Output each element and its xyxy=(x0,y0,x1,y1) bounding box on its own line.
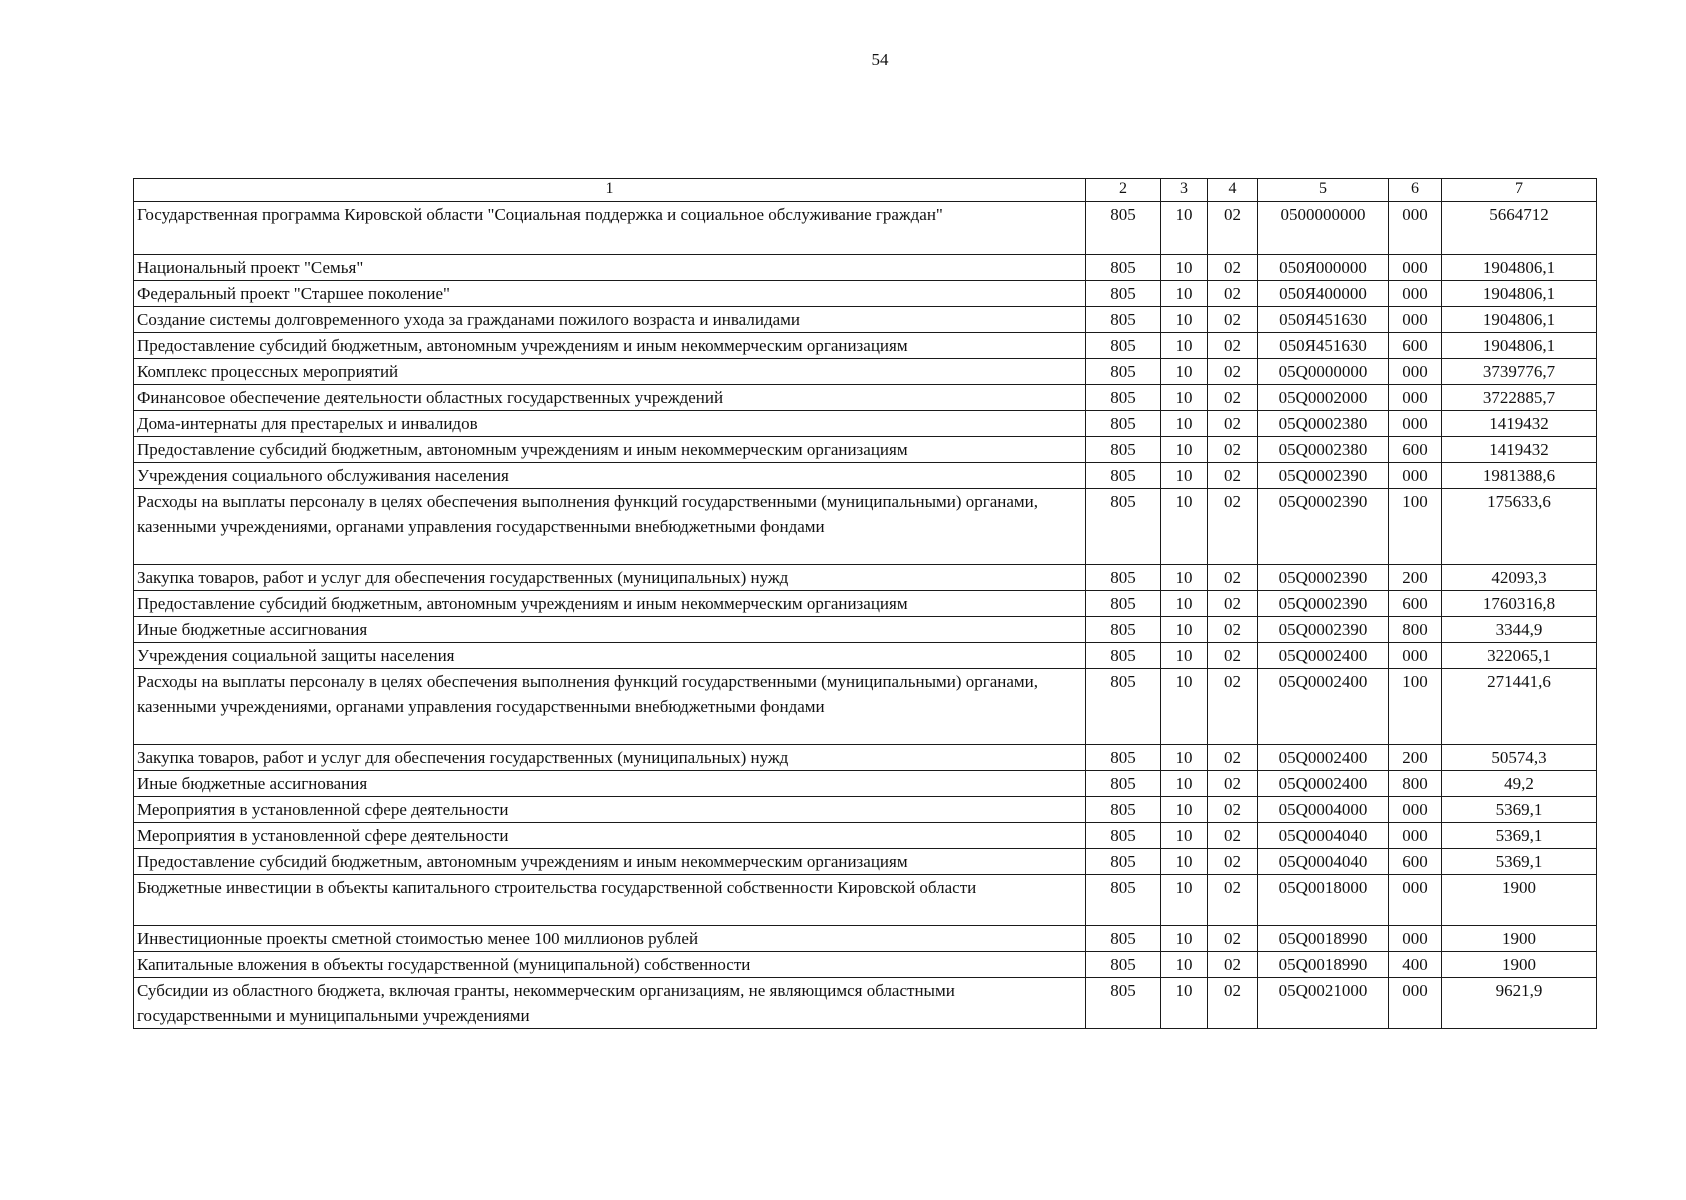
row-code-cell: 805 xyxy=(1086,978,1161,1029)
row-subsection-cell: 02 xyxy=(1208,565,1258,591)
row-expense-type-cell: 200 xyxy=(1389,565,1442,591)
row-subsection-cell: 02 xyxy=(1208,281,1258,307)
row-name-cell: Инвестиционные проекты сметной стоимостью менее 100 миллионов рублей xyxy=(134,926,1086,952)
row-section-cell: 10 xyxy=(1161,952,1208,978)
row-expense-type-cell: 600 xyxy=(1389,437,1442,463)
row-expense-type-cell: 600 xyxy=(1389,591,1442,617)
row-amount-cell: 1419432 xyxy=(1442,437,1597,463)
row-subsection-cell: 02 xyxy=(1208,489,1258,565)
row-subsection-cell: 02 xyxy=(1208,411,1258,437)
table-body xyxy=(134,202,1597,1029)
row-code-cell: 805 xyxy=(1086,307,1161,333)
row-target-article-cell: 05Q0000000 xyxy=(1258,359,1389,385)
table-row xyxy=(134,565,1597,591)
row-section-cell: 10 xyxy=(1161,875,1208,926)
row-expense-type-cell: 600 xyxy=(1389,849,1442,875)
column-header-4: 4 xyxy=(1208,179,1258,202)
row-target-article-cell: 050Я451630 xyxy=(1258,307,1389,333)
row-target-article-cell: 05Q0002000 xyxy=(1258,385,1389,411)
row-expense-type-cell: 200 xyxy=(1389,745,1442,771)
row-code-cell: 805 xyxy=(1086,926,1161,952)
row-code-cell: 805 xyxy=(1086,333,1161,359)
row-amount-cell: 1900 xyxy=(1442,875,1597,926)
row-target-article-cell: 05Q0018990 xyxy=(1258,952,1389,978)
row-name-cell: Иные бюджетные ассигнования xyxy=(134,771,1086,797)
row-expense-type-cell: 100 xyxy=(1389,669,1442,745)
row-section-cell: 10 xyxy=(1161,978,1208,1029)
table-row xyxy=(134,849,1597,875)
table-row xyxy=(134,591,1597,617)
row-amount-cell: 5369,1 xyxy=(1442,797,1597,823)
row-target-article-cell: 05Q0004000 xyxy=(1258,797,1389,823)
row-code-cell: 805 xyxy=(1086,411,1161,437)
row-target-article-cell: 05Q0002390 xyxy=(1258,489,1389,565)
row-subsection-cell: 02 xyxy=(1208,823,1258,849)
row-amount-cell: 1419432 xyxy=(1442,411,1597,437)
row-amount-cell: 1904806,1 xyxy=(1442,281,1597,307)
row-subsection-cell: 02 xyxy=(1208,617,1258,643)
row-amount-cell: 9621,9 xyxy=(1442,978,1597,1029)
row-name-cell: Создание системы долговременного ухода за гражданами пожилого возраста и инвалидами xyxy=(134,307,1086,333)
row-code-cell: 805 xyxy=(1086,202,1161,255)
row-subsection-cell: 02 xyxy=(1208,978,1258,1029)
row-target-article-cell: 05Q0002390 xyxy=(1258,565,1389,591)
column-header-1: 1 xyxy=(134,179,1086,202)
row-target-article-cell: 05Q0004040 xyxy=(1258,823,1389,849)
row-name-cell: Бюджетные инвестиции в объекты капитального строительства государственной собственности Кировской области xyxy=(134,875,1086,926)
row-code-cell: 805 xyxy=(1086,797,1161,823)
row-expense-type-cell: 800 xyxy=(1389,771,1442,797)
row-subsection-cell: 02 xyxy=(1208,591,1258,617)
row-section-cell: 10 xyxy=(1161,797,1208,823)
table-row xyxy=(134,617,1597,643)
row-target-article-cell: 050Я000000 xyxy=(1258,255,1389,281)
row-subsection-cell: 02 xyxy=(1208,307,1258,333)
row-subsection-cell: 02 xyxy=(1208,797,1258,823)
row-expense-type-cell: 000 xyxy=(1389,978,1442,1029)
table-row xyxy=(134,281,1597,307)
row-amount-cell: 175633,6 xyxy=(1442,489,1597,565)
row-subsection-cell: 02 xyxy=(1208,771,1258,797)
table-row xyxy=(134,745,1597,771)
row-name-cell: Государственная программа Кировской области "Социальная поддержка и социальное обслуживание граждан" xyxy=(134,202,1086,255)
row-amount-cell: 1900 xyxy=(1442,926,1597,952)
row-amount-cell: 1760316,8 xyxy=(1442,591,1597,617)
row-section-cell: 10 xyxy=(1161,333,1208,359)
row-subsection-cell: 02 xyxy=(1208,255,1258,281)
row-code-cell: 805 xyxy=(1086,745,1161,771)
row-target-article-cell: 05Q0018990 xyxy=(1258,926,1389,952)
table-row xyxy=(134,307,1597,333)
row-code-cell: 805 xyxy=(1086,669,1161,745)
row-code-cell: 805 xyxy=(1086,359,1161,385)
row-expense-type-cell: 000 xyxy=(1389,307,1442,333)
row-amount-cell: 3739776,7 xyxy=(1442,359,1597,385)
table-row xyxy=(134,797,1597,823)
row-expense-type-cell: 000 xyxy=(1389,875,1442,926)
row-section-cell: 10 xyxy=(1161,823,1208,849)
row-code-cell: 805 xyxy=(1086,617,1161,643)
row-name-cell: Расходы на выплаты персоналу в целях обеспечения выполнения функций государственными (муниципальными) органами, казенными учреждениями, органами управления государственными внебюджетными фондами xyxy=(134,489,1086,565)
row-subsection-cell: 02 xyxy=(1208,745,1258,771)
table-header-row xyxy=(134,179,1597,202)
row-code-cell: 805 xyxy=(1086,489,1161,565)
row-expense-type-cell: 000 xyxy=(1389,823,1442,849)
row-target-article-cell: 05Q0002390 xyxy=(1258,591,1389,617)
row-amount-cell: 271441,6 xyxy=(1442,669,1597,745)
row-code-cell: 805 xyxy=(1086,591,1161,617)
row-section-cell: 10 xyxy=(1161,849,1208,875)
row-name-cell: Мероприятия в установленной сфере деятельности xyxy=(134,823,1086,849)
row-name-cell: Капитальные вложения в объекты государственной (муниципальной) собственности xyxy=(134,952,1086,978)
row-target-article-cell: 05Q0002400 xyxy=(1258,771,1389,797)
row-section-cell: 10 xyxy=(1161,202,1208,255)
table-row xyxy=(134,333,1597,359)
table-row xyxy=(134,823,1597,849)
row-name-cell: Расходы на выплаты персоналу в целях обеспечения выполнения функций государственными (муниципальными) органами, казенными учреждениями, органами управления государственными внебюджетными фондами xyxy=(134,669,1086,745)
row-subsection-cell: 02 xyxy=(1208,333,1258,359)
row-name-cell: Комплекс процессных мероприятий xyxy=(134,359,1086,385)
row-subsection-cell: 02 xyxy=(1208,437,1258,463)
row-amount-cell: 49,2 xyxy=(1442,771,1597,797)
row-amount-cell: 3722885,7 xyxy=(1442,385,1597,411)
row-name-cell: Предоставление субсидий бюджетным, автономным учреждениям и иным некоммерческим организациям xyxy=(134,333,1086,359)
row-target-article-cell: 05Q0021000 xyxy=(1258,978,1389,1029)
row-expense-type-cell: 600 xyxy=(1389,333,1442,359)
row-name-cell: Закупка товаров, работ и услуг для обеспечения государственных (муниципальных) нужд xyxy=(134,745,1086,771)
row-expense-type-cell: 000 xyxy=(1389,926,1442,952)
row-section-cell: 10 xyxy=(1161,307,1208,333)
row-amount-cell: 5664712 xyxy=(1442,202,1597,255)
table-row xyxy=(134,255,1597,281)
row-section-cell: 10 xyxy=(1161,591,1208,617)
row-code-cell: 805 xyxy=(1086,875,1161,926)
row-target-article-cell: 050Я400000 xyxy=(1258,281,1389,307)
column-header-5: 5 xyxy=(1258,179,1389,202)
row-code-cell: 805 xyxy=(1086,643,1161,669)
row-target-article-cell: 050Я451630 xyxy=(1258,333,1389,359)
row-subsection-cell: 02 xyxy=(1208,875,1258,926)
row-expense-type-cell: 000 xyxy=(1389,643,1442,669)
row-section-cell: 10 xyxy=(1161,643,1208,669)
row-section-cell: 10 xyxy=(1161,926,1208,952)
row-code-cell: 805 xyxy=(1086,823,1161,849)
column-header-3: 3 xyxy=(1161,179,1208,202)
row-subsection-cell: 02 xyxy=(1208,952,1258,978)
row-amount-cell: 1981388,6 xyxy=(1442,463,1597,489)
row-name-cell: Предоставление субсидий бюджетным, автономным учреждениям и иным некоммерческим организациям xyxy=(134,849,1086,875)
budget-table xyxy=(133,178,1597,1029)
row-subsection-cell: 02 xyxy=(1208,463,1258,489)
row-subsection-cell: 02 xyxy=(1208,643,1258,669)
table-row xyxy=(134,643,1597,669)
row-expense-type-cell: 000 xyxy=(1389,463,1442,489)
row-code-cell: 805 xyxy=(1086,565,1161,591)
row-code-cell: 805 xyxy=(1086,437,1161,463)
row-target-article-cell: 0500000000 xyxy=(1258,202,1389,255)
row-section-cell: 10 xyxy=(1161,385,1208,411)
row-name-cell: Национальный проект "Семья" xyxy=(134,255,1086,281)
row-target-article-cell: 05Q0018000 xyxy=(1258,875,1389,926)
row-expense-type-cell: 000 xyxy=(1389,255,1442,281)
row-expense-type-cell: 000 xyxy=(1389,359,1442,385)
row-section-cell: 10 xyxy=(1161,411,1208,437)
row-name-cell: Учреждения социальной защиты населения xyxy=(134,643,1086,669)
row-expense-type-cell: 000 xyxy=(1389,385,1442,411)
row-subsection-cell: 02 xyxy=(1208,202,1258,255)
row-expense-type-cell: 100 xyxy=(1389,489,1442,565)
row-subsection-cell: 02 xyxy=(1208,669,1258,745)
row-name-cell: Иные бюджетные ассигнования xyxy=(134,617,1086,643)
table-row xyxy=(134,926,1597,952)
row-name-cell: Предоставление субсидий бюджетным, автономным учреждениям и иным некоммерческим организациям xyxy=(134,437,1086,463)
row-expense-type-cell: 000 xyxy=(1389,797,1442,823)
row-section-cell: 10 xyxy=(1161,745,1208,771)
table-row xyxy=(134,437,1597,463)
row-amount-cell: 42093,3 xyxy=(1442,565,1597,591)
row-section-cell: 10 xyxy=(1161,463,1208,489)
column-header-6: 6 xyxy=(1389,179,1442,202)
row-target-article-cell: 05Q0002400 xyxy=(1258,643,1389,669)
row-amount-cell: 3344,9 xyxy=(1442,617,1597,643)
row-target-article-cell: 05Q0002380 xyxy=(1258,437,1389,463)
row-amount-cell: 1904806,1 xyxy=(1442,333,1597,359)
row-name-cell: Закупка товаров, работ и услуг для обеспечения государственных (муниципальных) нужд xyxy=(134,565,1086,591)
table-row xyxy=(134,489,1597,565)
row-code-cell: 805 xyxy=(1086,385,1161,411)
row-expense-type-cell: 000 xyxy=(1389,411,1442,437)
row-section-cell: 10 xyxy=(1161,771,1208,797)
page-number: 54 xyxy=(871,50,889,69)
table-row xyxy=(134,669,1597,745)
row-code-cell: 805 xyxy=(1086,255,1161,281)
row-name-cell: Федеральный проект "Старшее поколение" xyxy=(134,281,1086,307)
row-section-cell: 10 xyxy=(1161,489,1208,565)
row-code-cell: 805 xyxy=(1086,463,1161,489)
table-row xyxy=(134,411,1597,437)
row-name-cell: Учреждения социального обслуживания населения xyxy=(134,463,1086,489)
table-row xyxy=(134,202,1597,255)
table-row xyxy=(134,978,1597,1029)
row-section-cell: 10 xyxy=(1161,359,1208,385)
row-amount-cell: 1904806,1 xyxy=(1442,255,1597,281)
table-row xyxy=(134,875,1597,926)
row-section-cell: 10 xyxy=(1161,565,1208,591)
row-code-cell: 805 xyxy=(1086,952,1161,978)
row-amount-cell: 5369,1 xyxy=(1442,849,1597,875)
row-target-article-cell: 05Q0004040 xyxy=(1258,849,1389,875)
row-target-article-cell: 05Q0002400 xyxy=(1258,669,1389,745)
row-name-cell: Дома-интернаты для престарелых и инвалидов xyxy=(134,411,1086,437)
row-section-cell: 10 xyxy=(1161,437,1208,463)
row-section-cell: 10 xyxy=(1161,281,1208,307)
row-amount-cell: 50574,3 xyxy=(1442,745,1597,771)
row-expense-type-cell: 400 xyxy=(1389,952,1442,978)
row-name-cell: Предоставление субсидий бюджетным, автономным учреждениям и иным некоммерческим организациям xyxy=(134,591,1086,617)
row-expense-type-cell: 800 xyxy=(1389,617,1442,643)
row-section-cell: 10 xyxy=(1161,255,1208,281)
row-subsection-cell: 02 xyxy=(1208,385,1258,411)
column-header-2: 2 xyxy=(1086,179,1161,202)
row-target-article-cell: 05Q0002390 xyxy=(1258,617,1389,643)
row-amount-cell: 5369,1 xyxy=(1442,823,1597,849)
table-row xyxy=(134,952,1597,978)
column-header-7: 7 xyxy=(1442,179,1597,202)
row-subsection-cell: 02 xyxy=(1208,359,1258,385)
table-row xyxy=(134,463,1597,489)
row-target-article-cell: 05Q0002380 xyxy=(1258,411,1389,437)
row-target-article-cell: 05Q0002400 xyxy=(1258,745,1389,771)
row-amount-cell: 1904806,1 xyxy=(1442,307,1597,333)
row-expense-type-cell: 000 xyxy=(1389,202,1442,255)
row-amount-cell: 1900 xyxy=(1442,952,1597,978)
row-section-cell: 10 xyxy=(1161,669,1208,745)
row-name-cell: Субсидии из областного бюджета, включая гранты, некоммерческим организациям, не являющимся областными государственными и муниципальными учреждениями xyxy=(134,978,1086,1029)
row-expense-type-cell: 000 xyxy=(1389,281,1442,307)
row-name-cell: Финансовое обеспечение деятельности областных государственных учреждений xyxy=(134,385,1086,411)
row-section-cell: 10 xyxy=(1161,617,1208,643)
row-code-cell: 805 xyxy=(1086,771,1161,797)
table-row xyxy=(134,385,1597,411)
row-code-cell: 805 xyxy=(1086,281,1161,307)
row-subsection-cell: 02 xyxy=(1208,926,1258,952)
row-code-cell: 805 xyxy=(1086,849,1161,875)
table-row xyxy=(134,359,1597,385)
table-row xyxy=(134,771,1597,797)
row-amount-cell: 322065,1 xyxy=(1442,643,1597,669)
row-target-article-cell: 05Q0002390 xyxy=(1258,463,1389,489)
row-name-cell: Мероприятия в установленной сфере деятельности xyxy=(134,797,1086,823)
row-subsection-cell: 02 xyxy=(1208,849,1258,875)
